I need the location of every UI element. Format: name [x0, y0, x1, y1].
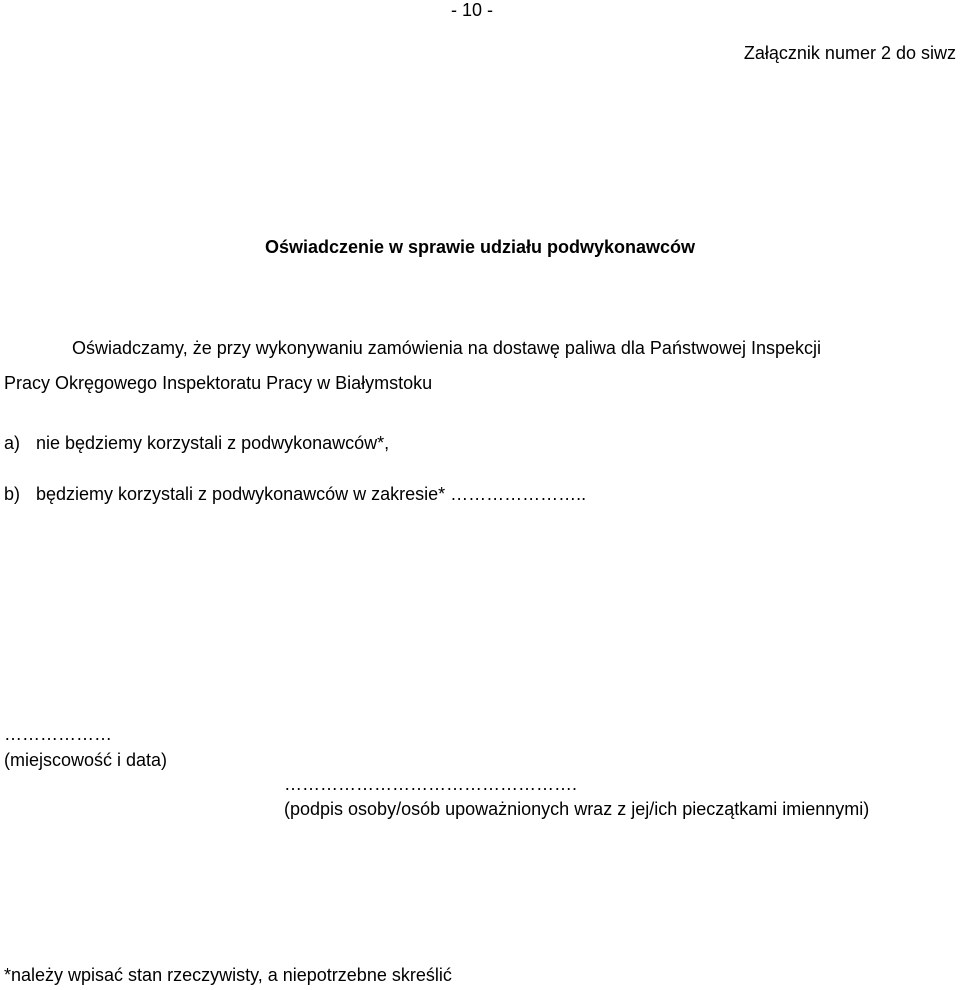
option-a-letter: a) [4, 433, 21, 453]
signature-label: (podpis osoby/osób upoważnionych wraz z jej/ich pieczątkami imiennymi) [284, 799, 870, 819]
page-number: - 10 - [451, 0, 494, 20]
footnote: *należy wpisać stan rzeczywisty, a niepotrzebne skreślić [4, 965, 452, 985]
signature-dots: …………………………………………. [284, 774, 578, 794]
annex-label: Załącznik numer 2 do siwz [743, 43, 956, 63]
option-a-text: nie będziemy korzystali z podwykonawców*, [36, 433, 390, 453]
intro-line-2: Pracy Okręgowego Inspektoratu Pracy w Białymstoku [4, 373, 433, 393]
document-title: Oświadczenie w sprawie udziału podwykonawców [264, 237, 696, 257]
intro-line-1: Oświadczamy, że przy wykonywaniu zamówienia na dostawę paliwa dla Państwowej Inspekcji [72, 338, 822, 358]
option-b-letter: b) [4, 484, 21, 504]
option-b [4, 485, 586, 503]
place-date-label: (miejscowość i data) [4, 750, 168, 770]
place-date-dots: ……………… [4, 724, 112, 744]
option-a [4, 434, 389, 452]
option-b-text: będziemy korzystali z podwykonawców w zakresie* ………………….. [36, 484, 587, 504]
